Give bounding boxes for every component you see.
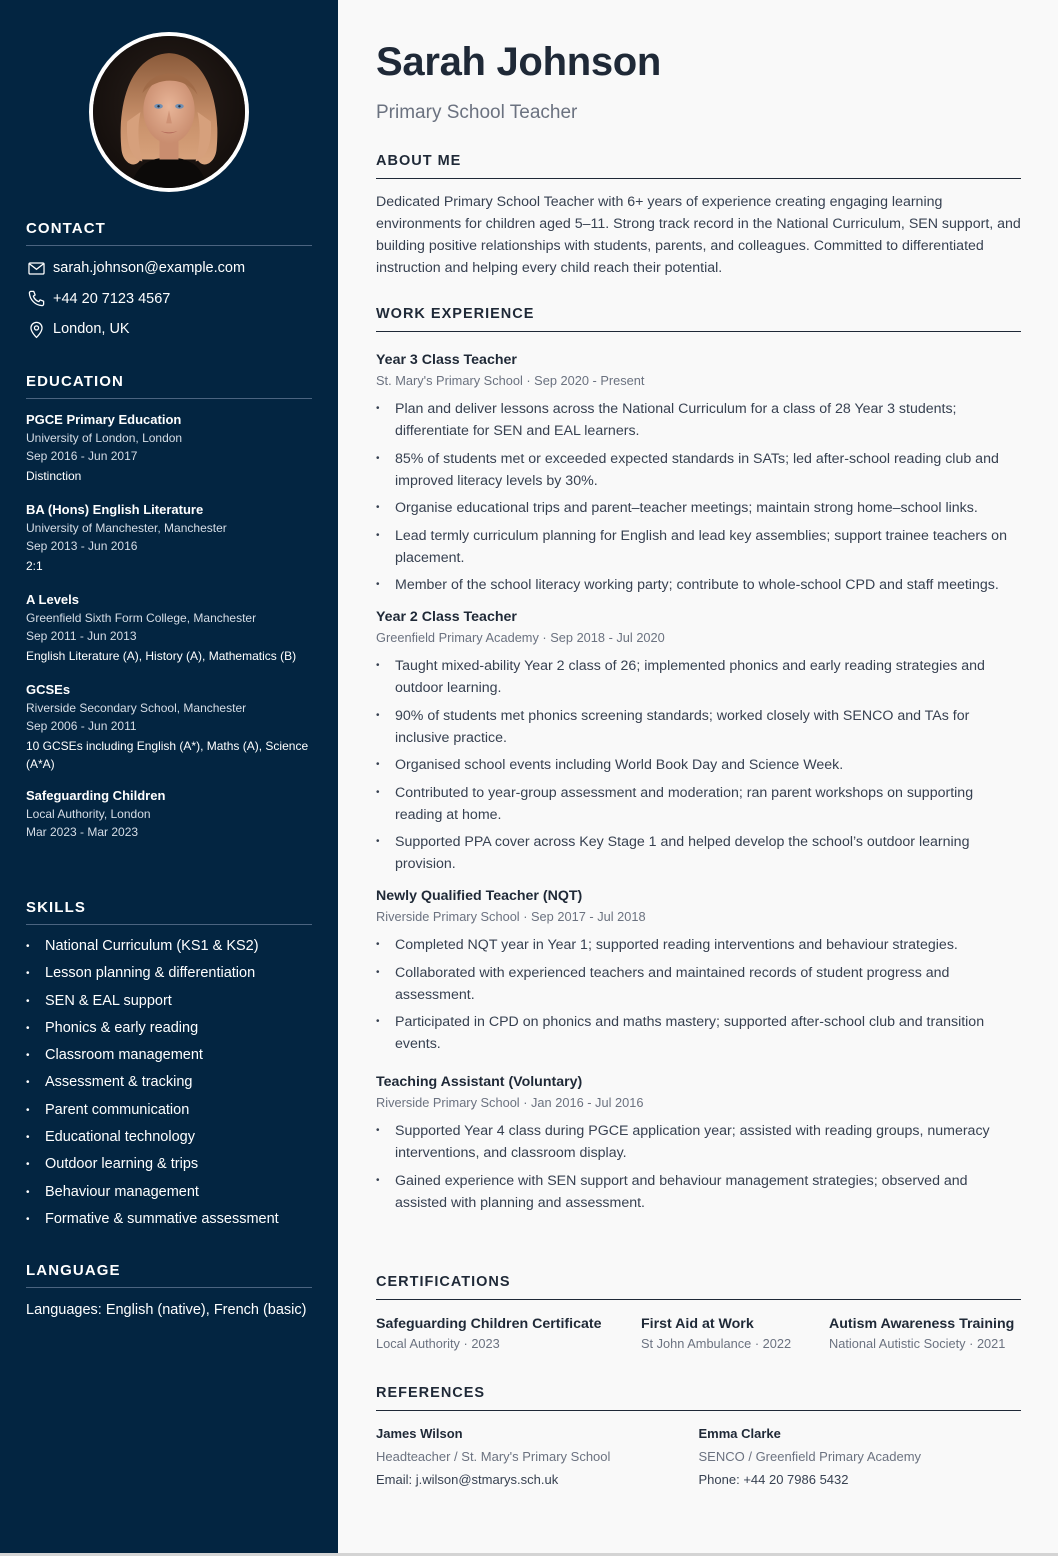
reference-email[interactable]: Email: j.wilson@stmarys.sch.uk [376, 1472, 559, 1487]
map-pin-icon [26, 319, 46, 339]
location-text: London, UK [53, 321, 130, 338]
contact-email[interactable] [26, 253, 312, 284]
job-entry [376, 1073, 1021, 1214]
contact-section [26, 220, 312, 345]
education-item [26, 681, 312, 773]
education-item [26, 787, 312, 841]
about-text: Dedicated Primary School Teacher with 6+ years of experience creating engaging learning environments for children aged 5–11. Strong track record in the National Curriculum, SEN support, and building positive relationships with students, parents, and colleagues. Committed to differentiated instruction and helping every child reach their potential. [376, 194, 1021, 276]
bullet-icon: • [376, 1016, 380, 1027]
job-title: Year 3 Class Teacher [376, 352, 517, 368]
certification-title: Safeguarding Children Certificate [376, 1316, 602, 1332]
email-text: sarah.johnson@example.com [53, 260, 246, 277]
job-bullets [376, 934, 1021, 1055]
experience-section [376, 306, 1021, 1219]
contact-location [26, 314, 312, 345]
bullet-icon: • [376, 502, 380, 513]
language-text: Languages: English (native), French (basic) [26, 1302, 307, 1318]
reference-phone[interactable]: Phone: +44 20 7986 5432 [698, 1472, 849, 1487]
education-note: English Literature (A), History (A), Mathematics (B) [26, 649, 297, 663]
bullet-icon: • [26, 1213, 30, 1225]
bullet-icon: • [376, 709, 380, 721]
certification-meta: National Autistic Society · 2021 [829, 1336, 1006, 1351]
bullet-icon: • [376, 786, 380, 798]
bullet-icon: • [376, 452, 380, 464]
education-item [26, 411, 312, 485]
bullet-icon: • [26, 1022, 30, 1034]
education-dates: Sep 2013 - Jun 2016 [26, 539, 138, 553]
skills-list [26, 933, 312, 1233]
education-institution: University of London, London [26, 431, 183, 445]
bullet-icon: • [376, 579, 380, 590]
job-entry [376, 887, 1021, 1055]
skill-item: • Classroom management [26, 1042, 312, 1069]
certifications-heading: CERTIFICATIONS [376, 1274, 1021, 1300]
skill-item: • Behaviour management [26, 1179, 312, 1206]
reference-name: James Wilson [376, 1426, 463, 1441]
job-bullet: • Organise educational trips and parent–teacher meetings; maintain strong home–school links. [376, 497, 1021, 519]
sidebar [0, 0, 338, 1553]
mail-icon [26, 258, 46, 278]
reference-item [699, 1425, 1022, 1491]
bullet-icon: • [26, 995, 30, 1007]
certification-title: Autism Awareness Training [829, 1316, 1015, 1332]
bullet-icon: • [26, 1077, 30, 1089]
education-institution: Local Authority, London [26, 807, 151, 821]
education-institution: Riverside Secondary School, Manchester [26, 701, 247, 715]
about-section [376, 153, 1021, 279]
certification-item [641, 1314, 829, 1354]
job-bullet: • Taught mixed-ability Year 2 class of 26; implemented phonics and early reading strategies and outdoor learning. [376, 655, 1021, 699]
bullet-icon: • [26, 1186, 30, 1198]
skill-item: • National Curriculum (KS1 & KS2) [26, 933, 312, 960]
job-bullet: • Supported PPA cover across Key Stage 1 and helped develop the school’s outdoor learning provision. [376, 831, 1021, 875]
skill-item: • Outdoor learning & trips [26, 1151, 312, 1178]
main-content [338, 0, 1058, 1553]
reference-name: Emma Clarke [698, 1426, 781, 1441]
skill-item: • Phonics & early reading [26, 1015, 312, 1042]
job-bullet: • 90% of students met phonics screening standards; worked closely with SENCO and TAs for inclusive practice. [376, 705, 1021, 749]
bullet-icon: • [26, 968, 30, 980]
certifications-list [376, 1314, 1021, 1354]
job-meta: Riverside Primary School · Sep 2017 - Jul 2018 [376, 909, 646, 924]
contact-phone[interactable] [26, 284, 312, 315]
certification-title: First Aid at Work [641, 1316, 754, 1332]
bullet-icon: • [376, 1125, 380, 1136]
skill-item: • Parent communication [26, 1097, 312, 1124]
bullet-icon: • [26, 1050, 30, 1062]
job-meta: Riverside Primary School · Jan 2016 - Jul 2016 [376, 1095, 644, 1110]
job-bullet: • Supported Year 4 class during PGCE application year; assisted with reading groups, numeracy interventions, and classroom display. [376, 1120, 1021, 1164]
job-bullet: • Lead termly curriculum planning for English and lead key assemblies; support trainee teachers on placement. [376, 525, 1021, 569]
certification-item [829, 1314, 1021, 1354]
job-title: Newly Qualified Teacher (NQT) [376, 888, 583, 904]
skill-item: • Lesson planning & differentiation [26, 960, 312, 987]
job-bullet: • Gained experience with SEN support and behaviour management strategies; observed and assisted with planning and assessment. [376, 1170, 1021, 1214]
education-note: 2:1 [26, 559, 43, 573]
education-item [26, 591, 312, 665]
job-bullet: • Plan and deliver lessons across the National Curriculum for a class of 28 Year 3 students; differentiate for SEN and EAL learners. [376, 398, 1021, 442]
job-bullet: • Participated in CPD on phonics and maths mastery; supported after-school club and transition events. [376, 1011, 1021, 1055]
language-heading: LANGUAGE [26, 1262, 312, 1288]
phone-text: +44 20 7123 4567 [53, 290, 171, 307]
education-title: Safeguarding Children [26, 788, 166, 803]
job-bullets [376, 398, 1021, 596]
job-entry [376, 351, 1021, 596]
skill-item: • SEN & EAL support [26, 988, 312, 1015]
job-title: Teaching Assistant (Voluntary) [376, 1074, 583, 1090]
job-bullets [376, 1120, 1021, 1214]
bullet-icon: • [26, 1104, 30, 1116]
job-bullet: • Member of the school literacy working party; contribute to whole-school CPD and staff meetings. [376, 574, 1021, 596]
certifications-section [376, 1274, 1021, 1354]
skill-item: • Formative & summative assessment [26, 1206, 312, 1233]
bullet-icon: • [376, 1174, 380, 1186]
profile-photo-icon [93, 36, 245, 188]
education-title: PGCE Primary Education [26, 412, 182, 427]
education-note: 10 GCSEs including English (A*), Maths (A), Science (A*A) [26, 739, 309, 771]
certification-meta: St John Ambulance · 2022 [641, 1336, 792, 1351]
education-note: Distinction [26, 469, 82, 483]
references-list [376, 1425, 1021, 1491]
job-title: Year 2 Class Teacher [376, 609, 517, 625]
about-heading: ABOUT ME [376, 153, 1021, 179]
bullet-icon: • [376, 529, 380, 541]
job-bullet: • Contributed to year-group assessment and moderation; ran parent workshops on supporting reading at home. [376, 782, 1021, 826]
reference-item [376, 1425, 699, 1491]
reference-role: SENCO / Greenfield Primary Academy [698, 1449, 922, 1464]
language-section [26, 1262, 312, 1318]
bullet-icon: • [376, 759, 380, 770]
bullet-icon: • [26, 1159, 30, 1171]
job-meta: St. Mary's Primary School · Sep 2020 - Present [376, 373, 645, 388]
phone-icon [26, 289, 46, 309]
job-bullet: • 85% of students met or exceeded expected standards in SATs; led after-school reading club and improved literacy levels by 30%. [376, 448, 1021, 492]
education-item [26, 501, 312, 575]
certification-meta: Local Authority · 2023 [376, 1336, 500, 1351]
skill-item: • Assessment & tracking [26, 1069, 312, 1096]
job-meta: Greenfield Primary Academy · Sep 2018 - Jul 2020 [376, 630, 665, 645]
job-bullet: • Completed NQT year in Year 1; supported reading interventions and behaviour strategies. [376, 934, 1021, 956]
skill-item: • Educational technology [26, 1124, 312, 1151]
references-section [376, 1385, 1021, 1491]
job-bullets [376, 655, 1021, 875]
reference-role: Headteacher / St. Mary's Primary School [376, 1449, 611, 1464]
education-title: A Levels [26, 592, 79, 607]
bullet-icon: • [26, 941, 30, 952]
contact-heading: CONTACT [26, 220, 312, 246]
education-title: BA (Hons) English Literature [26, 502, 204, 517]
education-dates: Mar 2023 - Mar 2023 [26, 825, 139, 839]
job-bullet: • Organised school events including World Book Day and Science Week. [376, 754, 1021, 776]
bullet-icon: • [26, 1132, 30, 1144]
education-section [26, 373, 312, 841]
bullet-icon: • [376, 660, 380, 671]
bullet-icon: • [376, 403, 380, 414]
skills-heading: SKILLS [26, 899, 312, 925]
education-title: GCSEs [26, 682, 71, 697]
bullet-icon: • [376, 939, 380, 950]
job-bullet: • Collaborated with experienced teachers and maintained records of student progress and assessment. [376, 962, 1021, 1006]
certification-item [376, 1314, 641, 1354]
education-dates: Sep 2006 - Jun 2011 [26, 719, 137, 733]
bullet-icon: • [376, 966, 380, 978]
bullet-icon: • [376, 836, 380, 847]
avatar [89, 32, 249, 192]
education-dates: Sep 2016 - Jun 2017 [26, 449, 138, 463]
education-dates: Sep 2011 - Jun 2013 [26, 629, 137, 643]
education-institution: Greenfield Sixth Form College, Manchester [26, 611, 257, 625]
candidate-role: Primary School Teacher [376, 102, 578, 123]
education-heading: EDUCATION [26, 373, 312, 399]
experience-heading: WORK EXPERIENCE [376, 306, 1021, 332]
skills-section [26, 899, 312, 1233]
references-heading: REFERENCES [376, 1385, 1021, 1411]
job-entry [376, 608, 1021, 875]
candidate-name: Sarah Johnson [376, 40, 662, 84]
education-institution: University of Manchester, Manchester [26, 521, 227, 535]
